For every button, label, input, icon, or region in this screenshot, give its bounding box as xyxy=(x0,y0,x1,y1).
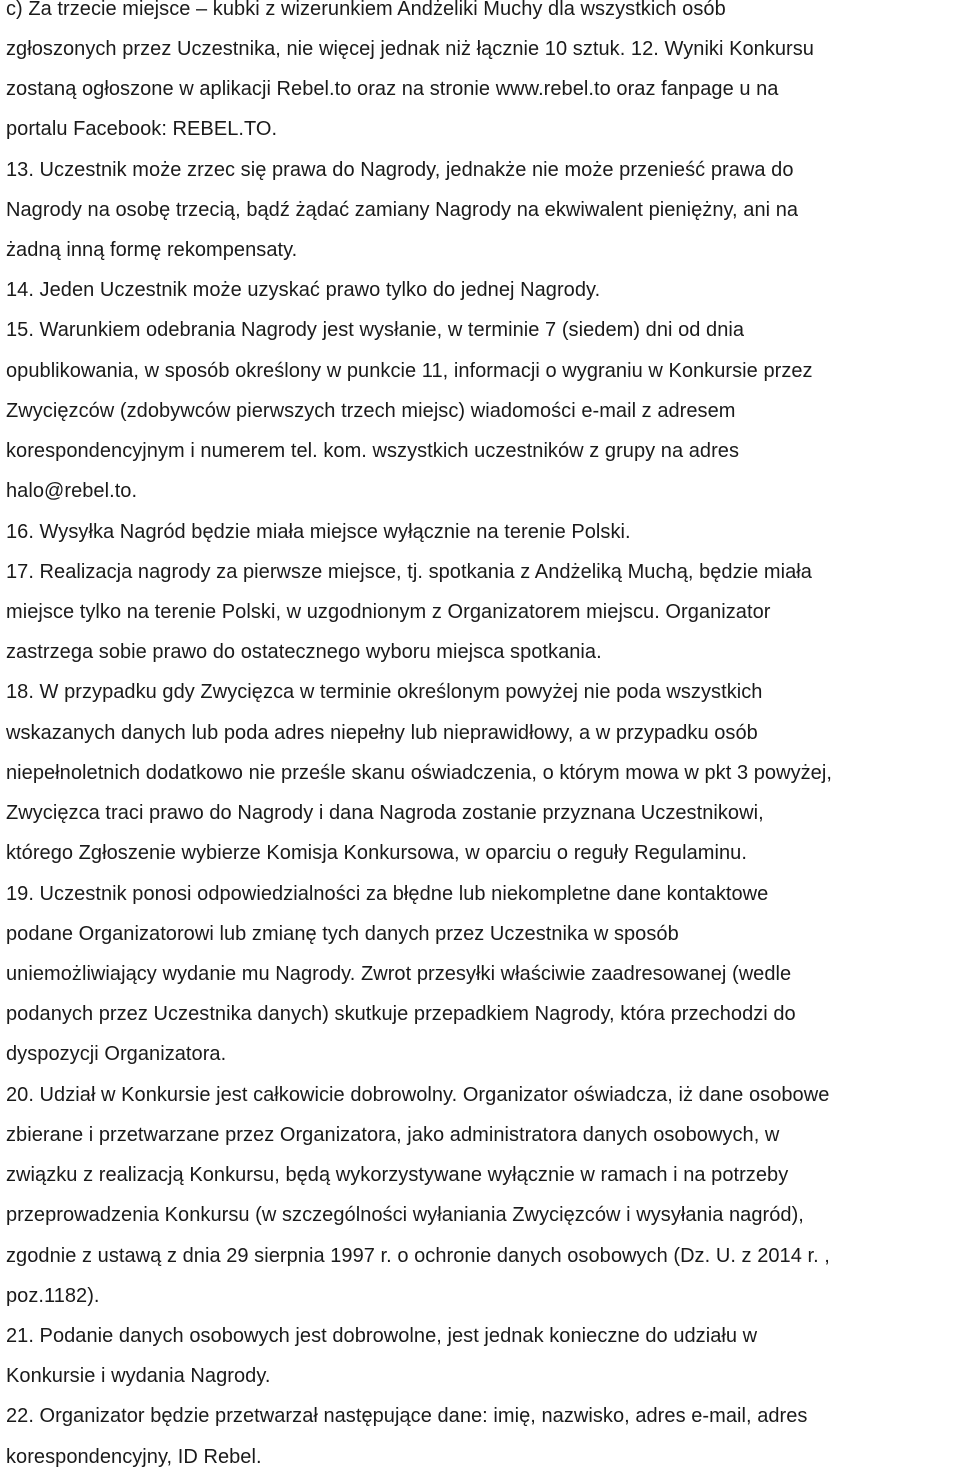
text-line: 17. Realizacja nagrody za pierwsze miejsce, tj. spotkania z Andżeliką Muchą, będzie miała xyxy=(6,561,812,583)
text-line: halo@rebel.to. xyxy=(6,480,138,502)
text-line: 14. Jeden Uczestnik może uzyskać prawo tylko do jednej Nagrody. xyxy=(6,279,601,301)
text-line: 16. Wysyłka Nagród będzie miała miejsce wyłącznie na terenie Polski. xyxy=(6,521,631,543)
text-line: Konkursie i wydania Nagrody. xyxy=(6,1365,271,1387)
text-line: 18. W przypadku gdy Zwycięzca w terminie określonym powyżej nie poda wszystkich xyxy=(6,681,763,703)
text-line: korespondencyjny, ID Rebel. xyxy=(6,1446,262,1468)
text-line: żadną inną formę rekompensaty. xyxy=(6,239,298,261)
text-line: niepełnoletnich dodatkowo nie prześle skanu oświadczenia, o którym mowa w pkt 3 powyżej, xyxy=(6,762,832,784)
text-line: miejsce tylko na terenie Polski, w uzgodnionym z Organizatorem miejscu. Organizator xyxy=(6,601,771,623)
text-line: 21. Podanie danych osobowych jest dobrowolne, jest jednak konieczne do udziału w xyxy=(6,1325,758,1347)
text-line: 22. Organizator będzie przetwarzał następujące dane: imię, nazwisko, adres e-mail, adres xyxy=(6,1405,808,1427)
text-line: zostaną ogłoszone w aplikacji Rebel.to oraz na stronie www.rebel.to oraz fanpage u na xyxy=(6,78,779,100)
text-line: 13. Uczestnik może zrzec się prawa do Nagrody, jednakże nie może przenieść prawa do xyxy=(6,159,794,181)
text-line: poz.1182). xyxy=(6,1285,100,1307)
text-line: wskazanych danych lub poda adres niepełny lub nieprawidłowy, a w przypadku osób xyxy=(6,722,758,744)
text-line: Zwycięzca traci prawo do Nagrody i dana Nagroda zostanie przyznana Uczestnikowi, xyxy=(6,802,764,824)
text-line: opublikowania, w sposób określony w punkcie 11, informacji o wygraniu w Konkursie przez xyxy=(6,360,813,382)
text-line: 20. Udział w Konkursie jest całkowicie dobrowolny. Organizator oświadcza, iż dane osobowe xyxy=(6,1084,830,1106)
text-line: portalu Facebook: REBEL.TO. xyxy=(6,118,278,140)
text-line: Nagrody na osobę trzecią, bądź żądać zamiany Nagrody na ekwiwalent pieniężny, ani na xyxy=(6,199,799,221)
text-line: związku z realizacją Konkursu, będą wykorzystywane wyłącznie w ramach i na potrzeby xyxy=(6,1164,789,1186)
text-line: Zwycięzców (zdobywców pierwszych trzech miejsc) wiadomości e-mail z adresem xyxy=(6,400,736,422)
text-line: korespondencyjnym i numerem tel. kom. wszystkich uczestników z grupy na adres xyxy=(6,440,740,462)
text-line: zgodnie z ustawą z dnia 29 sierpnia 1997 r. o ochronie danych osobowych (Dz. U. z 2014 r. , xyxy=(6,1245,830,1267)
text-line: przeprowadzenia Konkursu (w szczególności wyłaniania Zwycięzców i wysyłania nagród), xyxy=(6,1204,804,1226)
text-line: podane Organizatorowi lub zmianę tych danych przez Uczestnika w sposób xyxy=(6,923,679,945)
text-line: c) Za trzecie miejsce – kubki z wizerunkiem Andżeliki Muchy dla wszystkich osób xyxy=(6,0,726,20)
text-line: 15. Warunkiem odebrania Nagrody jest wysłanie, w terminie 7 (siedem) dni od dnia xyxy=(6,319,745,341)
text-line: zbierane i przetwarzane przez Organizatora, jako administratora danych osobowych, w xyxy=(6,1124,780,1146)
text-line: podanych przez Uczestnika danych) skutkuje przepadkiem Nagrody, która przechodzi do xyxy=(6,1003,796,1025)
text-line: 19. Uczestnik ponosi odpowiedzialności za błędne lub niekompletne dane kontaktowe xyxy=(6,883,769,905)
text-line: zgłoszonych przez Uczestnika, nie więcej jednak niż łącznie 10 sztuk. 12. Wyniki Konkursu xyxy=(6,38,814,60)
text-line: zastrzega sobie prawo do ostatecznego wyboru miejsca spotkania. xyxy=(6,641,602,663)
text-line: którego Zgłoszenie wybierze Komisja Konkursowa, w oparciu o reguły Regulaminu. xyxy=(6,842,747,864)
text-line: dyspozycji Organizatora. xyxy=(6,1043,227,1065)
text-line: uniemożliwiający wydanie mu Nagrody. Zwrot przesyłki właściwie zaadresowanej (wedle xyxy=(6,963,792,985)
